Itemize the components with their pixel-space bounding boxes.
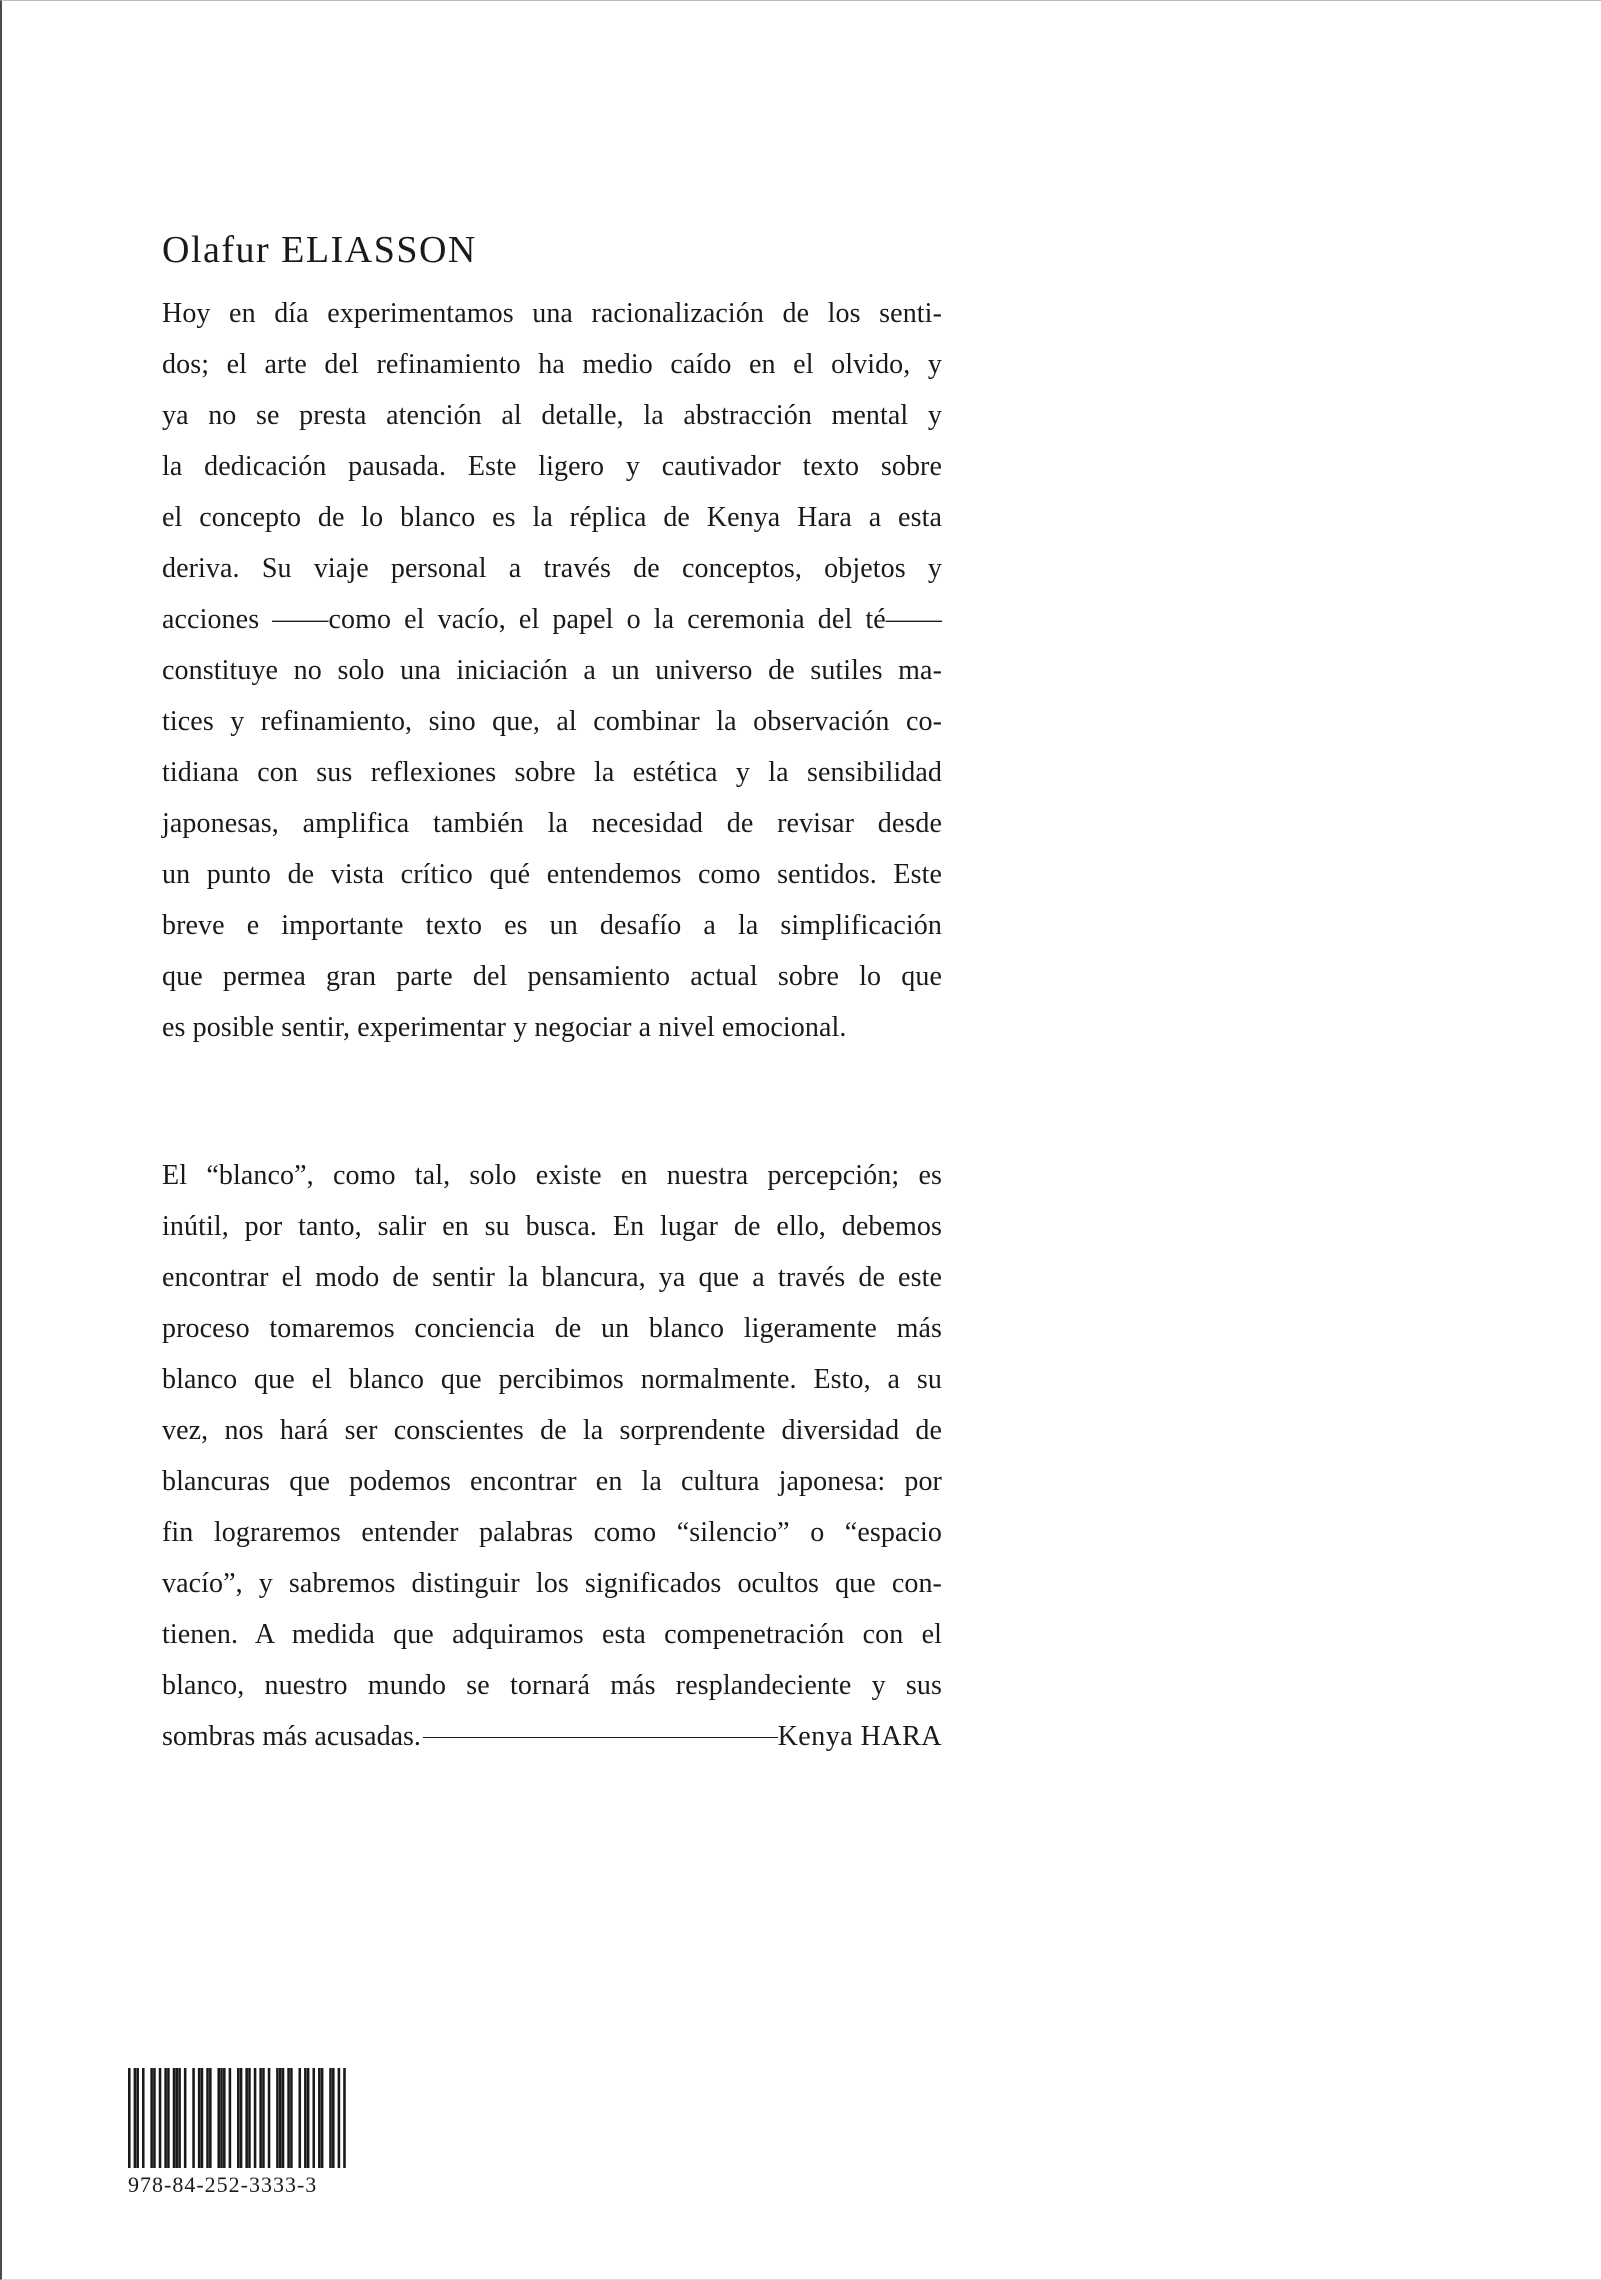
barcode-bar	[245, 2068, 248, 2168]
barcode-bar	[287, 2068, 290, 2168]
barcode-bar	[248, 2068, 251, 2168]
barcode-bar	[217, 2068, 220, 2168]
quote-line: fin lograremos entender palabras como “silencio” o “espacio	[162, 1517, 942, 1548]
quote-paragraph	[162, 1150, 942, 1762]
barcode-bar	[240, 2068, 243, 2168]
blurb-line: japonesas, amplifica también la necesidad de revisar desde	[162, 808, 942, 839]
blurb-line: la dedicación pausada. Este ligero y cautivador texto sobre	[162, 451, 942, 482]
closing-text: sombras más acusadas.	[162, 1720, 421, 1752]
barcode-bar	[184, 2068, 187, 2168]
barcode-bar	[237, 2068, 240, 2168]
barcode-bar	[201, 2068, 204, 2168]
blurb-paragraph	[162, 288, 942, 1053]
barcode-bar	[142, 2068, 145, 2168]
barcode-bar	[268, 2068, 271, 2168]
barcode-bar	[220, 2068, 223, 2168]
barcode-bar	[279, 2068, 282, 2168]
barcode-bar	[290, 2068, 293, 2168]
barcode-bar	[206, 2068, 209, 2168]
barcode-bar	[198, 2068, 201, 2168]
barcode-bar	[209, 2068, 212, 2168]
quote-line: proceso tomaremos conciencia de un blanco ligeramente más	[162, 1313, 942, 1344]
barcode-bar	[338, 2068, 341, 2168]
barcode-bar	[173, 2068, 176, 2168]
barcode-bar	[262, 2068, 265, 2168]
barcode-bar	[150, 2068, 153, 2168]
author-name: Olafur ELIASSON	[162, 229, 477, 271]
barcode-bar	[128, 2068, 131, 2168]
barcode-bar	[318, 2068, 321, 2168]
barcode-bar	[153, 2068, 156, 2168]
barcode-bar	[312, 2068, 315, 2168]
barcode-bar	[282, 2068, 285, 2168]
barcode	[128, 2068, 346, 2168]
barcode-bar	[164, 2068, 167, 2168]
blurb-line: un punto de vista crítico qué entendemos como sentidos. Este	[162, 859, 942, 890]
quote-line: blancuras que podemos encontrar en la cultura japonesa: por	[162, 1466, 942, 1497]
blurb-line: constituye no solo una iniciación a un universo de sutiles ma-	[162, 655, 942, 686]
barcode-bar	[307, 2068, 310, 2168]
barcode-bar	[167, 2068, 170, 2168]
quote-line: inútil, por tanto, salir en su busca. En lugar de ello, debemos	[162, 1211, 942, 1242]
quote-line: tienen. A medida que adquiramos esta compenetración con el	[162, 1619, 942, 1650]
barcode-bar	[298, 2068, 301, 2168]
barcode-bar	[259, 2068, 262, 2168]
quote-line: vacío”, y sabremos distinguir los significados ocultos que con-	[162, 1568, 942, 1599]
quote-line: blanco que el blanco que percibimos normalmente. Esto, a su	[162, 1364, 942, 1395]
isbn-number: 978-84-252-3333-3	[128, 2172, 318, 2197]
quote-line: blanco, nuestro mundo se tornará más resplandeciente y sus	[162, 1670, 942, 1701]
barcode-bar	[176, 2068, 179, 2168]
blurb-line: deriva. Su viaje personal a través de conceptos, objetos y	[162, 553, 942, 584]
blurb-line: acciones ——como el vacío, el papel o la ceremonia del té——	[162, 604, 942, 635]
barcode-bar	[229, 2068, 232, 2168]
barcode-bar	[304, 2068, 307, 2168]
blurb-line: que permea gran parte del pensamiento actual sobre lo que	[162, 961, 942, 992]
barcode-bar	[178, 2068, 181, 2168]
blurb-line: ya no se presta atención al detalle, la abstracción mental y	[162, 400, 942, 431]
barcode-bar	[136, 2068, 139, 2168]
signature-line	[162, 1711, 942, 1762]
barcode-bar	[329, 2068, 332, 2168]
barcode-bar	[223, 2068, 226, 2168]
barcode-bar	[332, 2068, 335, 2168]
barcode-bar	[321, 2068, 324, 2168]
blurb-line: dos; el arte del refinamiento ha medio caído en el olvido, y	[162, 349, 942, 380]
barcode-bar	[254, 2068, 257, 2168]
barcode-bar	[192, 2068, 195, 2168]
barcode-bar	[134, 2068, 137, 2168]
quote-line: El “blanco”, como tal, solo existe en nuestra percepción; es	[162, 1160, 942, 1191]
barcode-bar	[343, 2068, 346, 2168]
blurb-line: es posible sentir, experimentar y negociar a nivel emocional.	[162, 1012, 847, 1043]
blurb-line: tices y refinamiento, sino que, al combinar la observación co-	[162, 706, 942, 737]
blurb-line: Hoy en día experimentamos una racionalización de los senti-	[162, 298, 942, 329]
blurb-line: tidiana con sus reflexiones sobre la estética y la sensibilidad	[162, 757, 942, 788]
blurb-line: breve e importante texto es un desafío a la simplificación	[162, 910, 942, 941]
signature-name: Kenya HARA	[777, 1720, 942, 1752]
blurb-line: el concepto de lo blanco es la réplica de Kenya Hara a esta	[162, 502, 942, 533]
signature-rule	[423, 1737, 778, 1738]
barcode-bar	[276, 2068, 279, 2168]
barcode-bar	[159, 2068, 162, 2168]
quote-line: vez, nos hará ser conscientes de la sorprendente diversidad de	[162, 1415, 942, 1446]
quote-line: encontrar el modo de sentir la blancura, ya que a través de este	[162, 1262, 942, 1293]
